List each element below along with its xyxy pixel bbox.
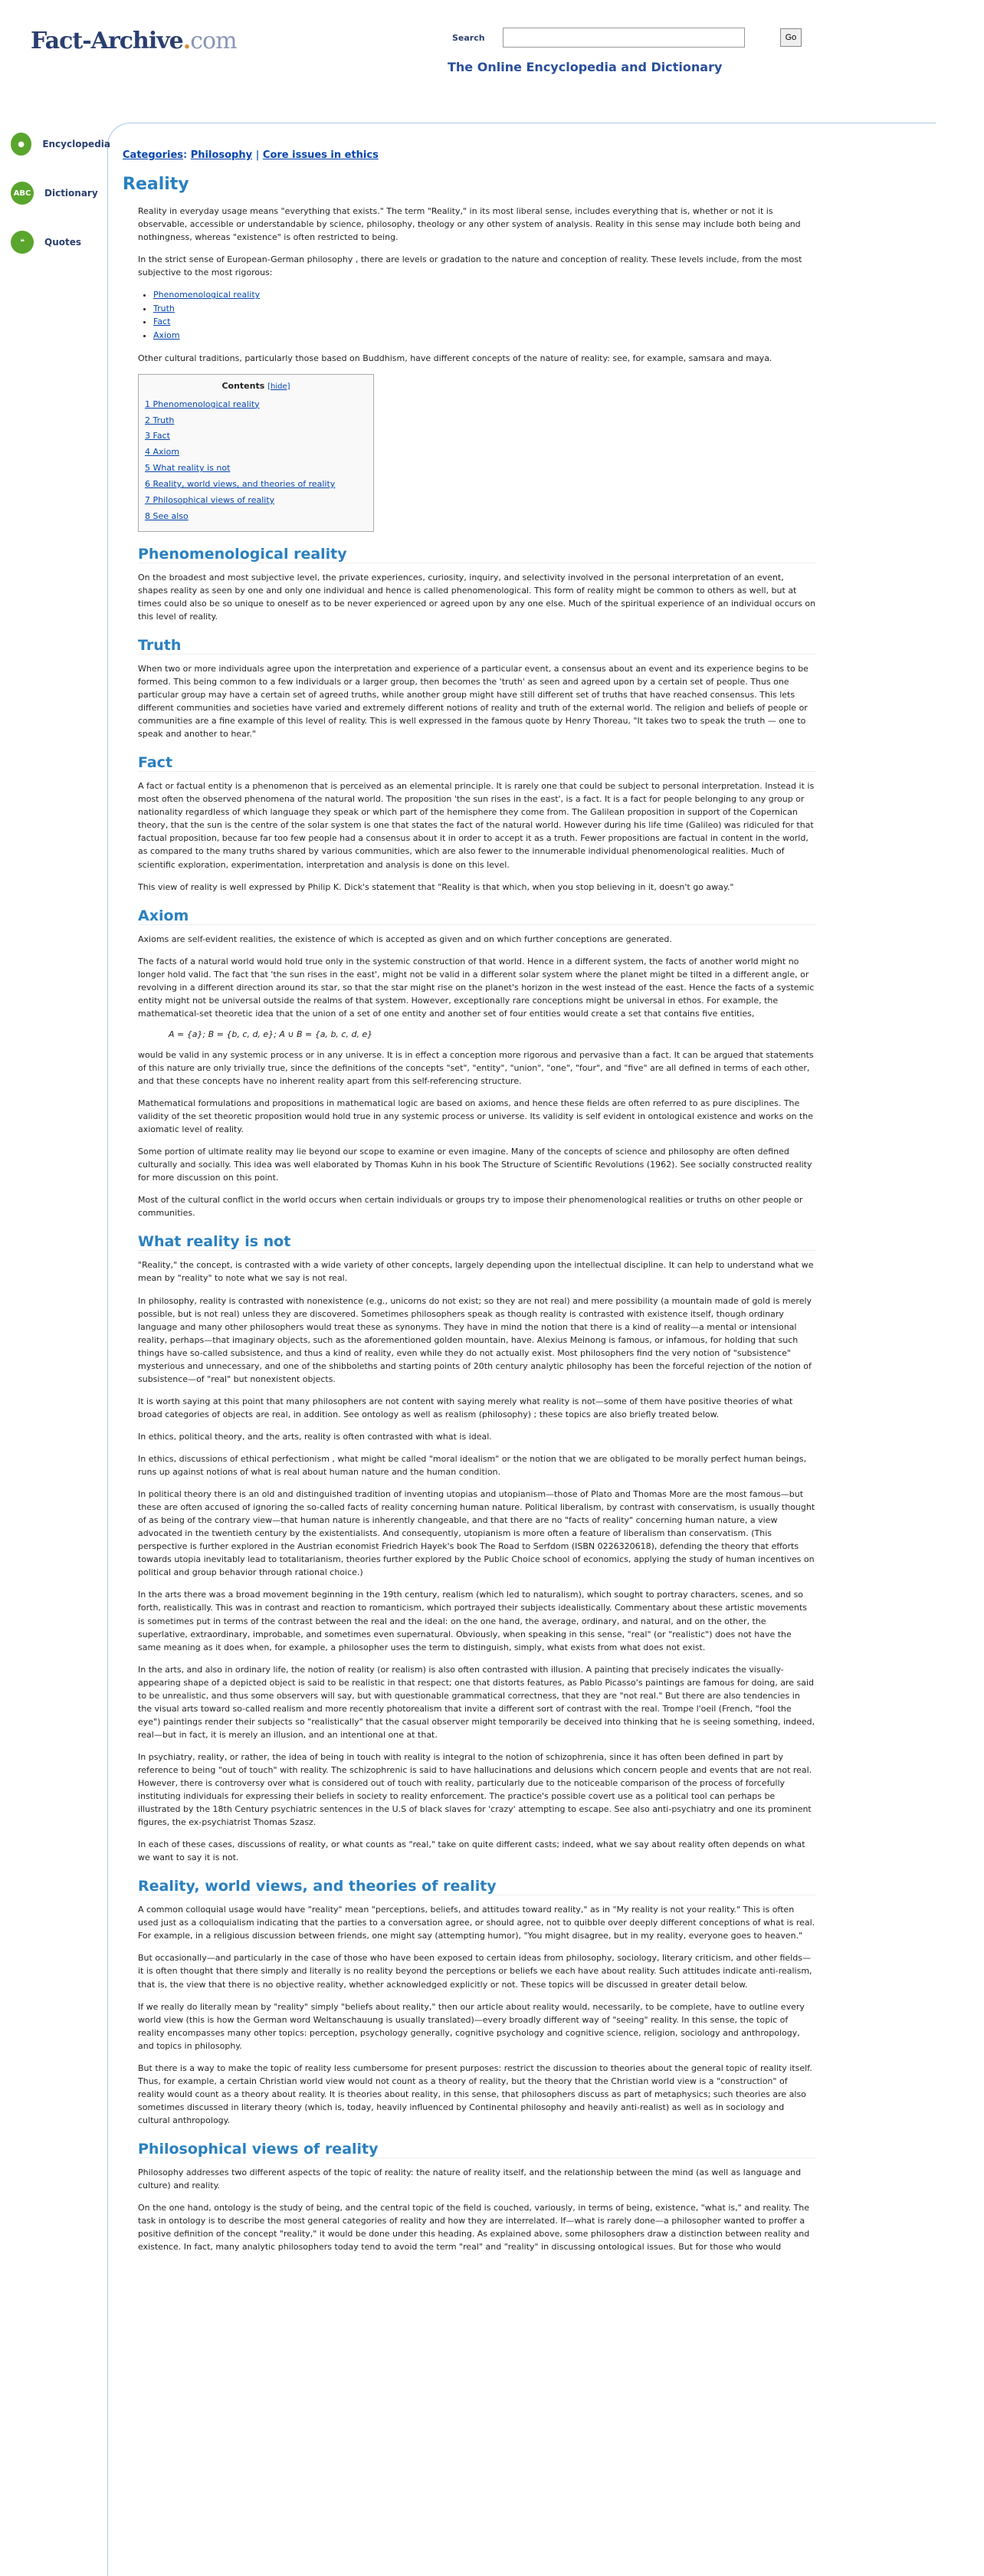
article xyxy=(123,149,816,2263)
nav-label: Encyclopedia xyxy=(42,139,110,149)
heading-fact: Fact xyxy=(138,754,816,772)
breadcrumb-sep: : xyxy=(183,149,188,161)
axiom-p1: Axioms are self-evident realities, the existence of which is accepted as given and on which further conceptions are generated. xyxy=(138,934,672,944)
notreal-p5: In ethics, discussions of ethical perfectionism , what might be called "moral idealism" or the notion that we are obligated to be morally perfect human beings, runs up against notions of what is real about human nature and the human condition. xyxy=(138,1453,807,1478)
category-ethics[interactable]: Core issues in ethics xyxy=(262,149,379,161)
notreal-p3: It is worth saying at this point that many philosophers are not content with saying merely what reality is not—some of them have positive theories of what broad categories of objects are real, in addition. See ontology as well as realism (philosophy) ; these topics are also briefly treated below. xyxy=(138,1396,793,1419)
search-form xyxy=(452,28,802,48)
heading-truth: Truth xyxy=(138,637,816,655)
notreal-p7: In the arts there was a broad movement beginning in the 19th century, realism (which led to naturalism), which sought to portray characters, scenes, and so forth, realistically. This was in contrast and reaction to romanticism, which portrayed their subjects idealistically. Commentary about these artistic movements is sometimes put in terms of the contrast between the real and the ideal: on the one hand, the average, ordinary, and natural, and on the other, the superlative, extraordinary, improbable, and sometimes even supernatural. Obviously, when speaking in this sense, "real" (or "realistic") does not have the same meaning as it does when, for example, a philosopher uses the term to distinguish, simply, what exists from what does not exist. xyxy=(138,1590,807,1652)
toc-item[interactable]: 6 Reality, world views, and theories of reality xyxy=(145,479,336,490)
search-label: Search xyxy=(452,32,485,43)
set-formula: A = {a}; B = {b, c, d, e}; A ∪ B = {a, b, c, d, e} xyxy=(169,1029,373,1039)
heading-what-reality-is-not: What reality is not xyxy=(138,1233,816,1251)
toc-item[interactable]: 1 Phenomenological reality xyxy=(145,399,260,409)
notreal-p9: In psychiatry, reality, or rather, the idea of being in touch with reality is integral to the notion of schizophrenia, since it has often been defined in part by reference to being "out of touch" with reality. The schizophrenic is said to have hallucinations and delusions which concern people and events that are not real. However, there is controversy over what is considered out of touch with reality, particularly due to the noticeable comparison of the process of forcefully instituting individuals for expressing their beliefs in society to reality enforcement. The practice's possible covert use as a political tool can perhaps be illustrated by the 18th Century psychiatric sentences in the U.S of black slaves for 'crazy' attempting to escape. See also anti-psychiatry and one its prominent figures, the ex-psychiatrist Thomas Szasz. xyxy=(138,1751,812,1828)
toc-title: Contents xyxy=(221,380,265,391)
breadcrumb-bar: | xyxy=(255,149,260,161)
toc-item[interactable]: 8 See also xyxy=(145,510,189,521)
notreal-p6: In political theory there is an old and distinguished tradition of inventing utopias and utopianism—those of Plato and Thomas More are the most famous—but these are often accused of ignoring the so-called facts of reality concerning human nature. Political liberalism, by contrast with conservatism, is usually thought of as being of the contrary view—that human nature is inherently changeable, and that there are no "facts of reality" concerning human nature, a view advocated in the twentieth century by the existentialists. And consequently, utopianism is more often a feature of liberalism than conservatism. (This perspective is further explored in the Austrian economist Friedrich Hayek's book The Road to Serfdom (ISBN 0226320618), defending the theory that efforts towards utopia inevitably lead to totalitarianism, theories further explored by the Public Choice school of economics, applying the study of human incentives on political and group behavior through rational choice.) xyxy=(138,1489,815,1578)
nav-quotes[interactable] xyxy=(11,228,110,256)
notreal-p2: In philosophy, reality is contrasted with nonexistence (e.g., unicorns do not exist; so they are not real) and mere possibility (a mountain made of gold is merely possible, but is not real) unless they are discovered. Sometimes philosophers speak as though reality is contrasted with existence itself, though ordinary language and many other philosophers would treat these as synonyms. They have in mind the notion that there is a kind of reality—a mental or intensional reality, perhaps—that imaginary objects, such as the aforementioned golden mountain, have. Alexius Meinong is famous, or infamous, for holding that such things have so-called subsistence, and thus a kind of reality, even while they do not actually exist. Most philosophers find the very notion of "subsistence" mysterious and unnecessary, and one of the shibboleths and starting points of 20th century analytic philosophy has been the forceful rejection of the notion of subsistence—of "real" but nonexistent objects. xyxy=(138,1295,812,1384)
phen-p1: On the broadest and most subjective level, the private experiences, curiosity, inquiry, and selectivity involved in the personal interpretation of an event, shapes reality as seen by one and only one individual and hence is called phenomenological. This form of reality might be common to others as well, but at times could also be so unique to oneself as to be never experienced or agreed upon by any one else. Much of the spiritual experience of an individual occurs on this level of reality. xyxy=(138,572,816,622)
page-title: Reality xyxy=(123,175,189,194)
go-button[interactable]: Go xyxy=(780,28,802,47)
heading-philosophical-views: Philosophical views of reality xyxy=(138,2141,816,2158)
toc-item[interactable]: 4 Axiom xyxy=(145,447,180,458)
toc-item[interactable]: 3 Fact xyxy=(145,431,170,441)
worldviews-p1: A common colloquial usage would have "reality" mean "perceptions, beliefs, and attitudes toward reality," as in "My reality is not your reality." This is often used just as a colloquialism indicating that the parties to a conversation agree, or should agree, not to quibble over deeply different conceptions of what is real. For example, in a religious discussion between friends, one might say (attempting humor), "You might disagree, but in my reality, everyone goes to heaven." xyxy=(138,1905,815,1941)
worldviews-p3: If we really do literally mean by "reality" simply "beliefs about reality," then our article about reality would, necessarily, to be complete, have to outline every world view (this is how the German word Weltanschauung is usually translated)—every broadly different way of "seeing" reality. In this sense, the topic of reality encompasses many other topics: perception, psychology generally, cognitive psychology and cognitive science, religion, sociology and anthropology, and topics in philosophy. xyxy=(138,2001,805,2051)
search-input[interactable] xyxy=(503,28,745,48)
quotes-icon: ❝ xyxy=(11,231,34,254)
categories-link[interactable]: Categories xyxy=(123,149,184,161)
nav-encyclopedia[interactable] xyxy=(11,130,110,158)
globe-icon: ● xyxy=(11,133,31,156)
table-of-contents xyxy=(138,374,374,532)
toc-item[interactable]: 5 What reality is not xyxy=(145,463,231,474)
notreal-p8: In the arts, and also in ordinary life, the notion of reality (or realism) is also often contrasted with illusion. A painting that precisely indicates the visually-appearing shape of a depicted object is said to be realistic in that respect; one that distorts features, as Pablo Picasso's paintings are famous for doing, are said to be unrealistic, and thus some observers will say, but with questionable grammatical correctness, that they are "not real." But there are also tendencies in the visual arts toward so-called realism and more recently photorealism that invite a different sort of contrast with the real. Trompe l'oeil (French, "fool the eye") paintings render their subjects so "realistically" that the casual observer might temporarily be deceived into thinking that he is seeing something, indeed, real—but in fact, it is merely an illusion, and an intentional one at that. xyxy=(138,1664,815,1740)
list-item[interactable]: Fact xyxy=(153,317,171,327)
breadcrumb xyxy=(123,149,816,161)
fact-p2: This view of reality is well expressed by Philip K. Dick's statement that "Reality is that which, when you stop believing in it, doesn't go away." xyxy=(138,881,734,892)
axiom-p5: Some portion of ultimate reality may lie beyond our scope to examine or even imagine. Many of the concepts of science and philosophy are often defined culturally and socially. This idea was well elaborated by Thomas Kuhn in his book The Structure of Scientific Revolutions (1962). See socially constructed reality for more discussion on this point. xyxy=(138,1147,812,1183)
philviews-p1: Philosophy addresses two different aspects of the topic of reality: the nature of reality itself, and the relationship between the mind (as well as language and culture) and reality. xyxy=(138,2167,802,2191)
axiom-p2: The facts of a natural world would hold true only in the systemic construction of that world. Hence in a different system, the facts of another world might no longer hold valid. The fact that 'the sun rises in the east', might not be valid in a different solar system where the planet might be tilted in a different angle, or revolving in a different direction around its star, so that the star might rise on the planet's horizon in the west instead of the east. Hence the facts of a systemic entity might not be universal outside the realms of that system. However, exceptionally rare conceptions might be universal in ethos. For example, the mathematical-set theoretic idea that the union of a set of one entity and another set of four entities would create a set that contains five entities, xyxy=(138,956,815,1019)
intro-p1: Reality in everyday usage means "everything that exists." The term "Reality," in its most liberal sense, includes everything that is, whether or not it is observable, accessible or understandable by science, philosophy, theology or any other system of analysis. Reality in this sense may include both being and nothingness, whereas "existence" is often restricted to being. xyxy=(138,206,801,243)
side-nav xyxy=(11,130,110,277)
fact-p1: A fact or factual entity is a phenomenon that is perceived as an elemental principle. It is rarely one that could be subject to personal interpretation. Instead it is most often the observed phenomena of the natural world. The proposition 'the sun rises in the east', is a fact. It is a fact for people belonging to any group or nationality regardless of which language they speak or which part of the hemisphere they come from. The Galilean proposition in support of the Copernican theory, that the sun is the centre of the solar system is one that states the fact of the natural world. However during his life time (Galileo) was ridiculed for that factual proposition, because far too few people had a consensus about it in order to accept it as a truth. Fewer propositions are factual in content in the world, as compared to the many truths shared by various communities, which are also fewer to the innumerable individual phenomenological realities. Much of scientific exploration, experimentation, interpretation and analysis is done on this level. xyxy=(138,781,815,870)
site-logo[interactable]: Fact-Archive.com xyxy=(31,28,237,54)
levels-list xyxy=(153,288,816,342)
notreal-p10: In each of these cases, discussions of reality, or what counts as "real," take on quite different casts; indeed, what we say about reality often depends on what we want to say it is not. xyxy=(138,1839,805,1863)
toc-item[interactable]: 7 Philosophical views of reality xyxy=(145,495,275,505)
nav-dictionary[interactable] xyxy=(11,179,110,207)
axiom-p3: would be valid in any systemic process or in any universe. It is in effect a conception more rigorous and pervasive than a fact. It can be argued that statements of this nature are only trivially true, since the definitions of the concepts "set", "entity", "union", "one", "four", and "five" are all defined in terms of each other, and that these concepts have no inherent reality apart from this self-referencing structure. xyxy=(138,1049,814,1086)
intro-p3: Other cultural traditions, particularly those based on Buddhism, have different concepts of the nature of reality: see, for example, samsara and maya. xyxy=(138,353,772,363)
heading-world-views: Reality, world views, and theories of reality xyxy=(138,1878,816,1895)
heading-axiom: Axiom xyxy=(138,907,816,925)
list-item[interactable]: Truth xyxy=(153,303,175,313)
abc-icon: ABC xyxy=(11,182,34,205)
notreal-p1: "Reality," the concept, is contrasted with a wide variety of other concepts, largely depending upon the intellectual discipline. It can help to understand what we mean by "reality" to note what we say is not real. xyxy=(138,1260,814,1284)
philviews-p2: On the one hand, ontology is the study of being, and the central topic of the field is couched, variously, in terms of being, existence, "what is," and reality. The task in ontology is to describe the most general categories of reality and how they are interrelated. If—what is rarely done—a philosopher wanted to proffer a positive definition of the concept "reality," it would be done under this heading. As explained above, some philosophers draw a distinction between reality and existence. In fact, many analytic philosophers today tend to avoid the term "real" and "reality" in discussing ontological issues. But for those who would xyxy=(138,2203,810,2253)
axiom-p6: Most of the cultural conflict in the world occurs when certain individuals or groups try to impose their phenomenological realities or truths on other people or communities. xyxy=(138,1195,803,1219)
notreal-p4: In ethics, political theory, and the arts, reality is often contrasted with what is ideal. xyxy=(138,1431,492,1442)
truth-p1: When two or more individuals agree upon the interpretation and experience of a particular event, a consensus about an event and its experience begins to be formed. This being common to a few individuals or a larger group, then becomes the 'truth' as seen and agreed upon by a certain set of people. Thus one particular group may have a certain set of agreed truths, while another group might have still different set of truths that have reached consensus. This lets different communities and societies have varied and extremely different notions of reality and truth of the external world. The religion and beliefs of people or communities are a fine example of this level of reality. This is well expressed in the famous quote by Henry Thoreau, "It takes two to speak the truth — one to speak and another to hear." xyxy=(138,663,809,740)
toc-item[interactable]: 2 Truth xyxy=(145,415,175,425)
heading-phenomenological: Phenomenological reality xyxy=(138,546,816,563)
nav-label: Dictionary xyxy=(44,188,98,199)
nav-label: Quotes xyxy=(44,237,82,248)
list-item[interactable]: Phenomenological reality xyxy=(153,290,261,300)
category-philosophy[interactable]: Philosophy xyxy=(190,149,253,161)
site-tagline: The Online Encyclopedia and Dictionary xyxy=(448,60,723,74)
axiom-p4: Mathematical formulations and propositions in mathematical logic are based on axioms, and hence these fields are often referred to as pure disciplines. The validity of the set theoretic proposition would hold true in any systemic process or universe. Its validity is self evident in ontological existence and works on the axiomatic level of reality. xyxy=(138,1098,813,1135)
worldviews-p2: But occasionally—and particularly in the case of those who have been exposed to certain ideas from philosophy, sociology, literary criticism, and other fields—it is often thought that there simply and literally is no reality beyond the perceptions or beliefs we each have about reality. Such attitudes indicate anti-realism, that is, the view that there is no objective reality, whether acknowledged explicitly or not. These topics will be discussed in greater detail below. xyxy=(138,1953,812,1990)
list-item[interactable]: Axiom xyxy=(153,330,180,341)
worldviews-p4: But there is a way to make the topic of reality less cumbersome for present purposes: restrict the discussion to theories about the general topic of reality itself. Thus, for example, a certain Christian world view would not count as a theory of reality, but the theory that the Christian world view is a "construction" of reality would count as a theory about reality. It is theories about reality, in this sense, that philosophers discuss as part of metaphysics; such theories are also sometimes discussed in literary theory (which is, today, heavily influenced by Continental philosophy and heavily anti-realist) as well as in sociology and cultural anthropology. xyxy=(138,2062,812,2125)
intro-p2: In the strict sense of European-German philosophy , there are levels or gradation to the nature and conception of reality. These levels include, from the most subjective to the most rigorous: xyxy=(138,254,802,278)
toc-hide-link[interactable]: [hide] xyxy=(267,382,290,391)
